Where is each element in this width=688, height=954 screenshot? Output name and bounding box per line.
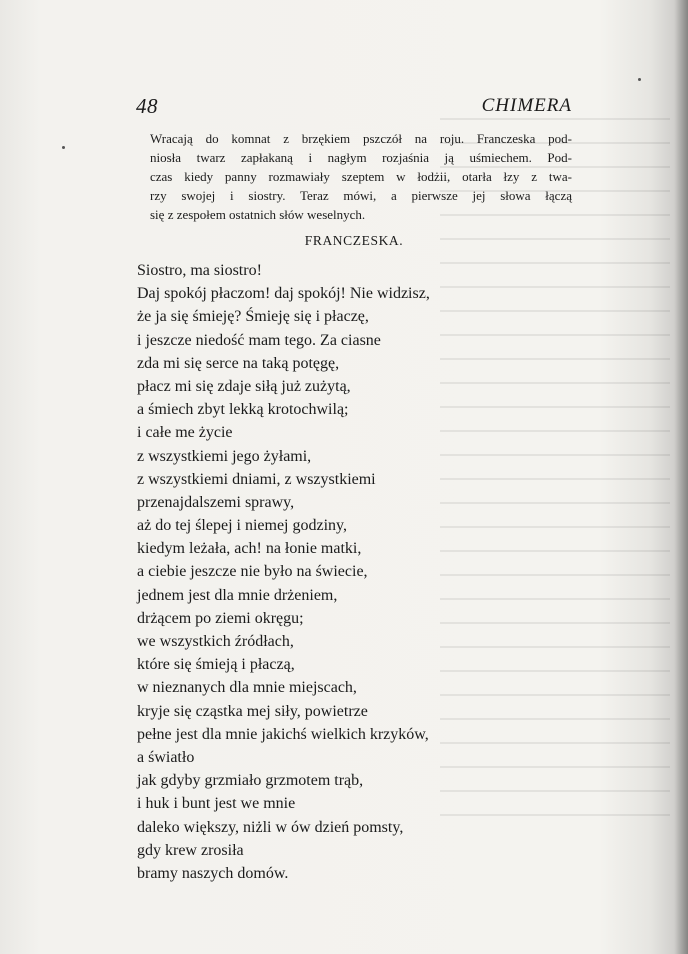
speck (638, 78, 641, 81)
verse-line: i całe me życie (137, 424, 233, 442)
verse-line: płacz mi się zdaje siłą już zużytą, (137, 377, 351, 395)
stage-direction-line: się z zespołem ostatnich słów weselnych. (150, 207, 366, 222)
verse-line: jednem jest dla mnie drżeniem, (137, 586, 338, 604)
verse-line: jak gdyby grzmiało grzmotem trąb, (137, 772, 364, 790)
verse-line: aż do tej ślepej i niemej godziny, (137, 517, 348, 535)
verse-line: daleko większy, niżli w ów dzień pomsty, (137, 818, 404, 836)
verse-line: które się śmieją i płaczą, (137, 656, 295, 674)
page-edge-shadow (674, 0, 688, 954)
verse-line: drżącem po ziemi okręgu; (137, 609, 304, 627)
speaker-name: FRANCZESKA. (304, 233, 404, 248)
speck (62, 146, 65, 149)
verse-line: i huk i bunt jest we mnie (137, 795, 296, 813)
verse-line: przenajdalszemi sprawy, (137, 493, 295, 511)
verse-line: a śmiech zbyt lekką krotochwilą; (137, 401, 349, 419)
verse-line: Daj spokój płaczom! daj spokój! Nie widzisz, (137, 285, 430, 303)
verse-line: z wszystkiemi dniami, z wszystkiemi (137, 470, 376, 488)
verse-line: pełne jest dla mnie jakichś wielkich krzyków, (137, 725, 429, 743)
verse-line: a światło (137, 748, 195, 766)
verse-line: zda mi się serce na taką potęgę, (137, 354, 340, 372)
verse-line: bramy naszych domów. (137, 864, 289, 882)
stage-direction-line: Wracają do komnat z brzękiem pszczół na roju. Franczeska pod- (150, 131, 572, 146)
verse-line: i jeszcze niedość mam tego. Za ciasne (137, 331, 381, 349)
running-title: CHIMERA (481, 95, 572, 116)
verse-line: Siostro, ma siostro! (137, 262, 262, 279)
page-number: 48 (136, 94, 158, 118)
verse-line: a ciebie jeszcze nie było na świecie, (137, 563, 368, 581)
stage-direction-line: niosła twarz zapłakaną i nagłym rozjaśnia ją uśmiechem. Pod- (150, 150, 572, 165)
verse-line: kiedym leżała, ach! na łonie matki, (137, 540, 362, 558)
poem-text (137, 259, 430, 885)
verse-line: że ja się śmieję? Śmieję się i płaczę, (137, 308, 369, 326)
verse-line: w nieznanych dla mnie miejscach, (137, 679, 357, 697)
verse-line: kryje się cząstka mej siły, powietrze (137, 702, 368, 720)
stage-direction-line: czas kiedy panny rozmawiały szeptem w łodżii, otarła łzy z twa- (150, 169, 572, 184)
verse-line: we wszystkich źródłach, (137, 633, 294, 650)
verse-line: gdy krew zrosiła (137, 841, 244, 859)
stage-direction-line: rzy swojej i siostry. Teraz mówi, a pierwsze jej słowa łączą (150, 188, 572, 203)
verse-line: z wszystkiemi jego żyłami, (137, 447, 312, 465)
stage-direction (150, 129, 572, 224)
